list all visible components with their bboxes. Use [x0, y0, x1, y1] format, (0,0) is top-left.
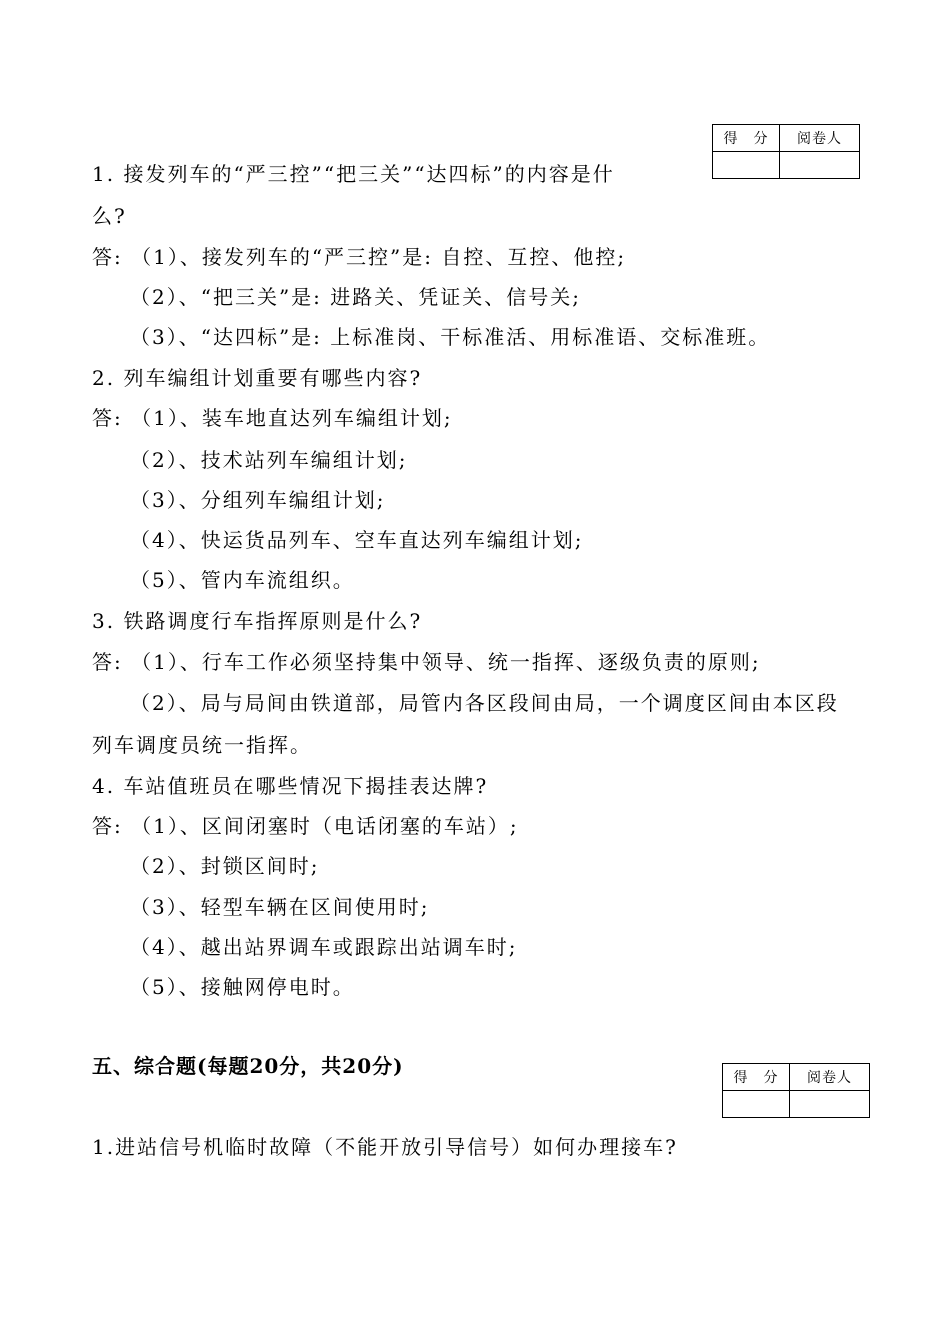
score-header: 得 分: [713, 125, 780, 152]
section5-question-1: 1.进站信号机临时故障（不能开放引导信号）如何办理接车?: [92, 1135, 678, 1159]
q4-answer-5: （5）、接触网停电时。: [130, 975, 355, 999]
q1-question-line1: 1. 接发列车的“严三控”“把三关”“达四标”的内容是什: [92, 162, 615, 186]
grader-header: 阅卷人: [790, 1064, 870, 1091]
score-table-2: [722, 1063, 870, 1118]
q2-answer-1: 答: （1）、装车地直达列车编组计划;: [92, 406, 453, 430]
score-header: 得 分: [723, 1064, 790, 1091]
grader-cell[interactable]: [780, 152, 860, 179]
q3-question: 3. 铁路调度行车指挥原则是什么?: [92, 609, 423, 633]
q2-answer-2: （2）、技术站列车编组计划;: [130, 448, 408, 472]
q3-answer-2-cont: 列车调度员统一指挥。: [92, 733, 312, 757]
q2-answer-5: （5）、管内车流组织。: [130, 568, 355, 592]
score-cell[interactable]: [713, 152, 780, 179]
q4-answer-2: （2）、封锁区间时;: [130, 854, 320, 878]
q3-answer-1: 答: （1）、行车工作必须坚持集中领导、统一指挥、逐级负责的原则;: [92, 650, 761, 674]
grader-cell[interactable]: [790, 1091, 870, 1118]
q4-question: 4. 车站值班员在哪些情况下揭挂表达牌?: [92, 774, 489, 798]
score-table-1: [712, 124, 860, 179]
q4-answer-1: 答: （1）、区间闭塞时（电话闭塞的车站）;: [92, 814, 519, 838]
score-cell[interactable]: [723, 1091, 790, 1118]
section5-heading: 五、综合题(每题20分，共20分): [92, 1054, 404, 1078]
q2-answer-4: （4）、快运货品列车、空车直达列车编组计划;: [130, 528, 584, 552]
q4-answer-3: （3）、轻型车辆在区间使用时;: [130, 895, 430, 919]
q4-answer-4: （4）、越出站界调车或跟踪出站调车时;: [130, 935, 518, 959]
q3-answer-2: （2）、局与局间由铁道部，局管内各区段间由局，一个调度区间由本区段: [130, 691, 839, 715]
q1-answer-1: 答: （1）、接发列车的“严三控”是: 自控、互控、他控;: [92, 245, 627, 269]
q1-answer-2: （2）、“把三关”是: 进路关、凭证关、信号关;: [130, 285, 582, 309]
q2-question: 2. 列车编组计划重要有哪些内容?: [92, 366, 423, 390]
q1-question-line2: 么?: [92, 204, 127, 228]
q2-answer-3: （3）、分组列车编组计划;: [130, 488, 386, 512]
q1-answer-3: （3）、“达四标”是: 上标准岗、干标准活、用标准语、交标准班。: [130, 325, 771, 349]
grader-header: 阅卷人: [780, 125, 860, 152]
